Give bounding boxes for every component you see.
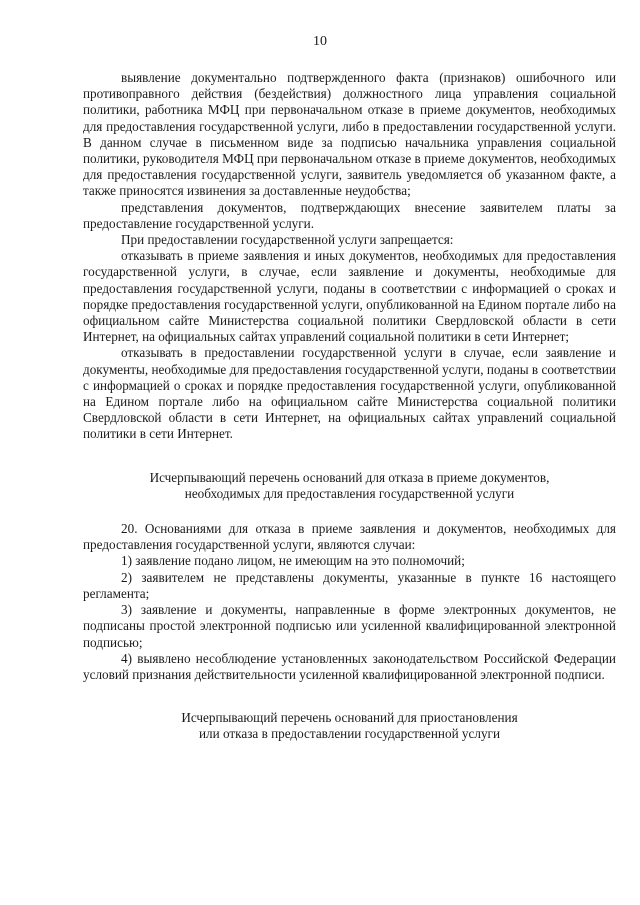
paragraph: отказывать в приеме заявления и иных документов, необходимых для предоставления государственной услуги, в случае, если заявление и документы, необходимые для предоставления государственной услуги, поданы в соответствии с информацией о сроках и порядке предоставления государственной услуги, опубликованной на Едином портале либо на официальном сайте Министерства социальной политики Свердловской области в сети Интернет, на официальных сайтах управлений социальной политики в сети Интернет; xyxy=(83,248,616,345)
section-heading xyxy=(83,470,616,502)
paragraph: отказывать в предоставлении государственной услуги в случае, если заявление и документы, необходимые для предоставления государственной услуги, поданы в соответствии с информацией о сроках и порядке предоставления государственной услуги, опубликованной на Едином портале либо на официальном сайте Министерства социальной политики Свердловской области в сети Интернет, на официальных сайтах управлений социальной политики в сети Интернет. xyxy=(83,345,616,442)
list-item: 3) заявление и документы, направленные в форме электронных документов, не подписаны простой электронной подписью или усиленной квалифицированной электронной подписью; xyxy=(83,602,616,650)
section-heading-line: Исчерпывающий перечень оснований для отказа в приеме документов, xyxy=(149,469,550,485)
list-item: 1) заявление подано лицом, не имеющим на это полномочий; xyxy=(121,553,465,569)
document-body xyxy=(83,70,616,743)
paragraph: При предоставлении государственной услуги запрещается: xyxy=(121,232,454,248)
paragraph-section-20: 20. Основаниями для отказа в приеме заявления и документов, необходимых для предоставления государственной услуги, являются случаи: xyxy=(83,521,616,553)
paragraph: представления документов, подтверждающих внесение заявителем платы за предоставление государственной услуги. xyxy=(83,199,616,231)
list-item: 4) выявлено несоблюдение установленных законодательством Российской Федерации условий признания действительности усиленной квалифицированной электронной подписи. xyxy=(83,650,616,682)
section-heading-line: или отказа в предоставлении государственной услуги xyxy=(198,726,501,742)
section-heading-line: Исчерпывающий перечень оснований для приостановления xyxy=(181,710,518,726)
page-number: 10 xyxy=(313,34,327,49)
section-heading xyxy=(83,710,616,742)
list-item: 2) заявителем не представлены документы, указанные в пункте 16 настоящего регламента; xyxy=(83,569,616,601)
paragraph: выявление документально подтвержденного факта (признаков) ошибочного или противоправного действия (бездействия) должностного лица управления социальной политики, работника МФЦ при первоначальном отказе в приеме документов, необходимых для предоставления государственной услуги, либо в предоставлении государственной услуги. В данном случае в письменном виде за подписью начальника управления социальной политики, руководителя МФЦ при первоначальном отказе в приеме документов, необходимых для предоставления государственной услуги, заявитель уведомляется об указанном факте, а также приносятся извинения за доставленные неудобства; xyxy=(83,70,616,199)
section-heading-line: необходимых для предоставления государственной услуги xyxy=(184,485,515,501)
